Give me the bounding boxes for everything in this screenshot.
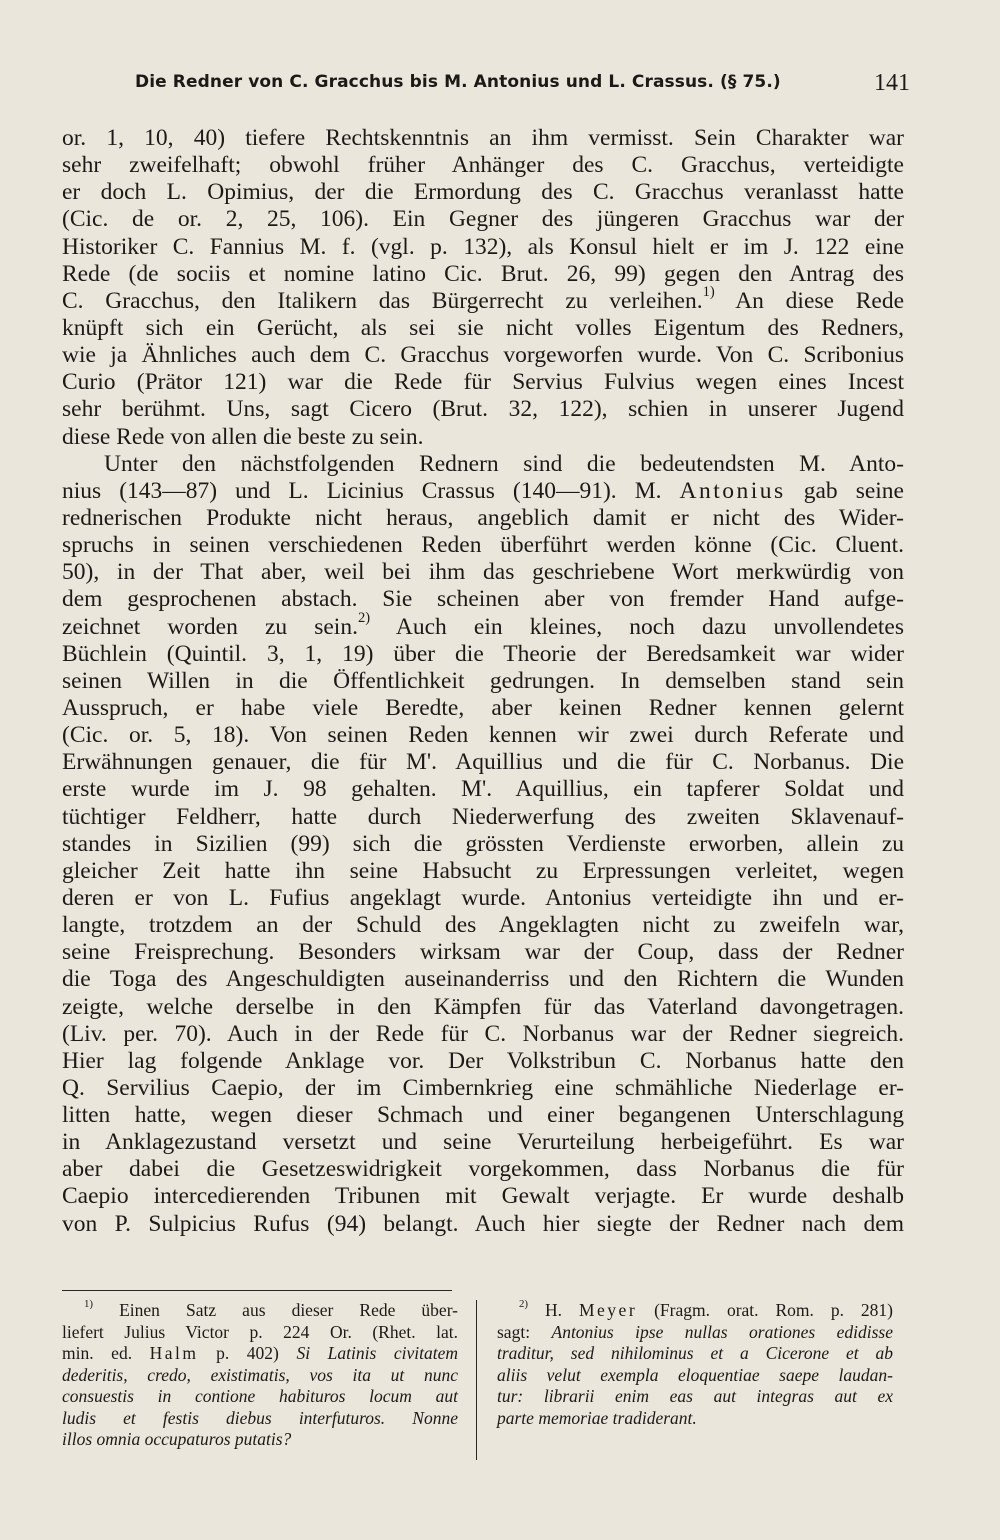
text-line: or. 1, 10, 40) tiefere Rechtskenntnis an ihm vermisst. Sein Charakter war <box>62 125 904 151</box>
text-line: aber dabei die Gesetzeswidrigkeit vorgekommen, dass Norbanus die für <box>62 1156 904 1183</box>
text-line: gleicher Zeit hatte ihn seine Habsucht zu Erpressungen verleitet, wegen <box>62 857 904 884</box>
paragraph-start-line: Unter den nächstfolgenden Rednern sind die bedeutendsten M. Anto- <box>104 450 904 477</box>
text-line: (Liv. per. 70). Auch in der Rede für C. Norbanus war der Redner siegreich. <box>62 1020 904 1047</box>
text-run: min. ed. <box>62 1343 150 1363</box>
text-line: er doch L. Opimius, der die Ermordung des C. Gracchus veranlasst hatte <box>62 179 904 206</box>
spaced-name: Meyer <box>578 1300 638 1320</box>
latin-quote: traditur, sed nihilominus et a Cicerone et ab <box>497 1343 893 1363</box>
text-line: zeigte, welche derselbe in den Kämpfen für das Vaterland davongetragen. <box>62 993 904 1020</box>
text-run: (Fragm. orat. Rom. p. 281) <box>637 1300 893 1320</box>
text-run: Einen Satz aus dieser Rede über- <box>93 1300 458 1320</box>
text-line: diese Rede von allen die beste zu sein. <box>62 423 424 450</box>
text-line: litten hatte, wegen dieser Schmach und einer begangenen Unterschlagung <box>62 1102 904 1129</box>
footnote-1 <box>62 1300 458 1451</box>
text-line: die Toga des Angeschuldigten auseinanderriss und den Richtern die Wunden <box>62 966 904 993</box>
text-line: Büchlein (Quintil. 3, 1, 19) über die Theorie der Beredsamkeit war wider <box>62 640 904 667</box>
footnote-line: liefert Julius Victor p. 224 Or. (Rhet. lat. <box>62 1321 458 1342</box>
footnote-marker: 1) <box>84 1298 94 1311</box>
text-line: (Cic. de or. 2, 25, 106). Ein Gegner des jüngeren Gracchus war der <box>62 206 904 233</box>
text-line: Caepio intercedierenden Tribunen mit Gewalt verjagte. Er wurde deshalb <box>62 1183 904 1210</box>
text-line: Erwähnungen genauer, die für M'. Aquillius und die für C. Norbanus. Die <box>62 749 904 776</box>
latin-quote: Antonius ipse nullas orationes edidisse <box>551 1321 893 1342</box>
footnote-line <box>62 1408 458 1430</box>
footnote-ref: 1) <box>702 284 715 301</box>
latin-quote: ludis et festis diebus interfuturos. Nonne <box>62 1407 458 1428</box>
spaced-name: Halm <box>149 1343 199 1363</box>
footnote-line <box>497 1408 893 1430</box>
text-run: zeichnet worden zu sein. <box>62 613 358 640</box>
text-line: sehr zweifelhaft; obwohl früher Anhänger des C. Gracchus, verteidigte <box>62 152 904 179</box>
text-line: rednerischen Produkte nicht heraus, angeblich damit er nicht des Wider- <box>62 504 904 531</box>
text-line: langte, trotzdem an der Schuld des Angeklagten nicht zu zweifeln war, <box>62 912 904 939</box>
text-line: erste wurde im J. 98 gehalten. M'. Aquillius, ein tapferer Soldat und <box>62 776 904 803</box>
text-run: Auch ein kleines, noch dazu unvollendetes <box>370 613 905 640</box>
main-text <box>62 125 904 1238</box>
text-line: Historiker C. Fannius M. f. (vgl. p. 132), als Konsul hielt er im J. 122 eine <box>62 233 904 260</box>
footnote-rule <box>62 1290 452 1291</box>
text-line: 50), in der That aber, weil bei ihm das geschriebene Wort merkwürdig von <box>62 559 904 586</box>
latin-quote: parte memoriae tradiderant. <box>497 1407 697 1428</box>
text-line: tüchtiger Feldherr, hatte durch Niederwerfung des zweiten Sklavenauf- <box>62 803 904 830</box>
footnote-line <box>497 1322 893 1344</box>
footnote-column-divider <box>476 1300 477 1460</box>
latin-quote: consuestis in contione habituros locum aut <box>62 1386 458 1406</box>
footnote-marker: 2) <box>519 1298 529 1311</box>
footnote-line <box>62 1343 458 1365</box>
page-header <box>135 68 910 102</box>
footnote-line <box>497 1386 893 1408</box>
text-line <box>62 478 904 505</box>
text-line: Hier lag folgende Anklage vor. Der Volkstribun C. Norbanus hatte den <box>62 1047 904 1074</box>
footnote-line <box>497 1365 893 1387</box>
spaced-name: Antonius <box>679 477 786 504</box>
text-run: gab seine <box>785 477 904 504</box>
text-line <box>62 284 904 315</box>
text-line: seinen Willen in die Öffentlichkeit gedrungen. In demselben stand sein <box>62 667 904 694</box>
text-run: nius (143—87) und L. Licinius Crassus (140—91). M. <box>62 477 680 504</box>
text-line: deren er von L. Fufius angeklagt wurde. Antonius verteidigte ihn und er- <box>62 884 904 911</box>
footnote-line <box>62 1365 458 1387</box>
latin-quote: dederitis, credo, existimatis, vos ita ut nunc <box>62 1364 458 1385</box>
latin-quote: aliis velut exempla eloquentiae saepe laudan- <box>497 1364 893 1385</box>
footnote-line <box>62 1429 458 1451</box>
text-run: C. Gracchus, den Italikern das Bürgerrecht zu verleihen. <box>62 287 703 314</box>
footnote-line <box>497 1343 893 1365</box>
text-line: Ausspruch, er habe viele Beredte, aber keinen Redner kennen gelernt <box>62 694 904 721</box>
footnote-line <box>497 1300 893 1322</box>
text-line: sehr berühmt. Uns, sagt Cicero (Brut. 32, 122), schien in unserer Jugend <box>62 396 904 423</box>
page-number: 141 <box>874 70 910 96</box>
text-line: Rede (de sociis et nomine latino Cic. Brut. 26, 99) gegen den Antrag des <box>62 260 904 287</box>
footnote-line <box>62 1300 458 1322</box>
text-line <box>62 609 905 641</box>
text-line: spruchs in seinen verschiedenen Reden überführt werden könne (Cic. Cluent. <box>62 532 904 559</box>
text-run: An diese Rede <box>714 287 904 314</box>
text-line: Q. Servilius Caepio, der im Cimbernkrieg eine schmähliche Niederlage er- <box>62 1074 904 1101</box>
text-run: H. <box>528 1300 579 1320</box>
running-head: Die Redner von C. Gracchus bis M. Antonius und L. Crassus. (§ 75.) <box>135 72 781 92</box>
text-line: knüpft sich ein Gerücht, als sei sie nicht volles Eigentum des Redners, <box>62 314 904 341</box>
footnote-2 <box>497 1300 893 1429</box>
text-run: p. 402) <box>198 1343 297 1363</box>
text-run: sagt: <box>497 1321 552 1342</box>
footnote-ref: 2) <box>357 609 371 626</box>
text-line: wie ja Ähnliches auch dem C. Gracchus vorgeworfen wurde. Von C. Scribonius <box>62 342 904 369</box>
text-line: seine Freisprechung. Besonders wirksam war der Coup, dass der Redner <box>62 939 904 966</box>
latin-quote: Si Latinis civitatem <box>296 1343 458 1363</box>
text-line: in Anklagezustand versetzt und seine Verurteilung herbeigeführt. Es war <box>62 1129 904 1156</box>
text-line: Curio (Prätor 121) war die Rede für Servius Fulvius wegen eines Incest <box>62 369 904 396</box>
text-line: von P. Sulpicius Rufus (94) belangt. Auch hier siegte der Redner nach dem <box>62 1210 904 1237</box>
text-line: standes in Sizilien (99) sich die grössten Verdienste erworben, allein zu <box>62 830 904 857</box>
footnote-line <box>62 1386 458 1408</box>
latin-quote: tur: librarii enim eas aut integras aut ex <box>497 1386 893 1406</box>
text-line: (Cic. or. 5, 18). Von seinen Reden kennen wir zwei durch Referate und <box>62 722 904 749</box>
text-line: dem gesprochenen abstach. Sie scheinen aber von fremder Hand aufge- <box>62 586 904 613</box>
latin-quote: illos omnia occupaturos putatis? <box>62 1429 292 1449</box>
